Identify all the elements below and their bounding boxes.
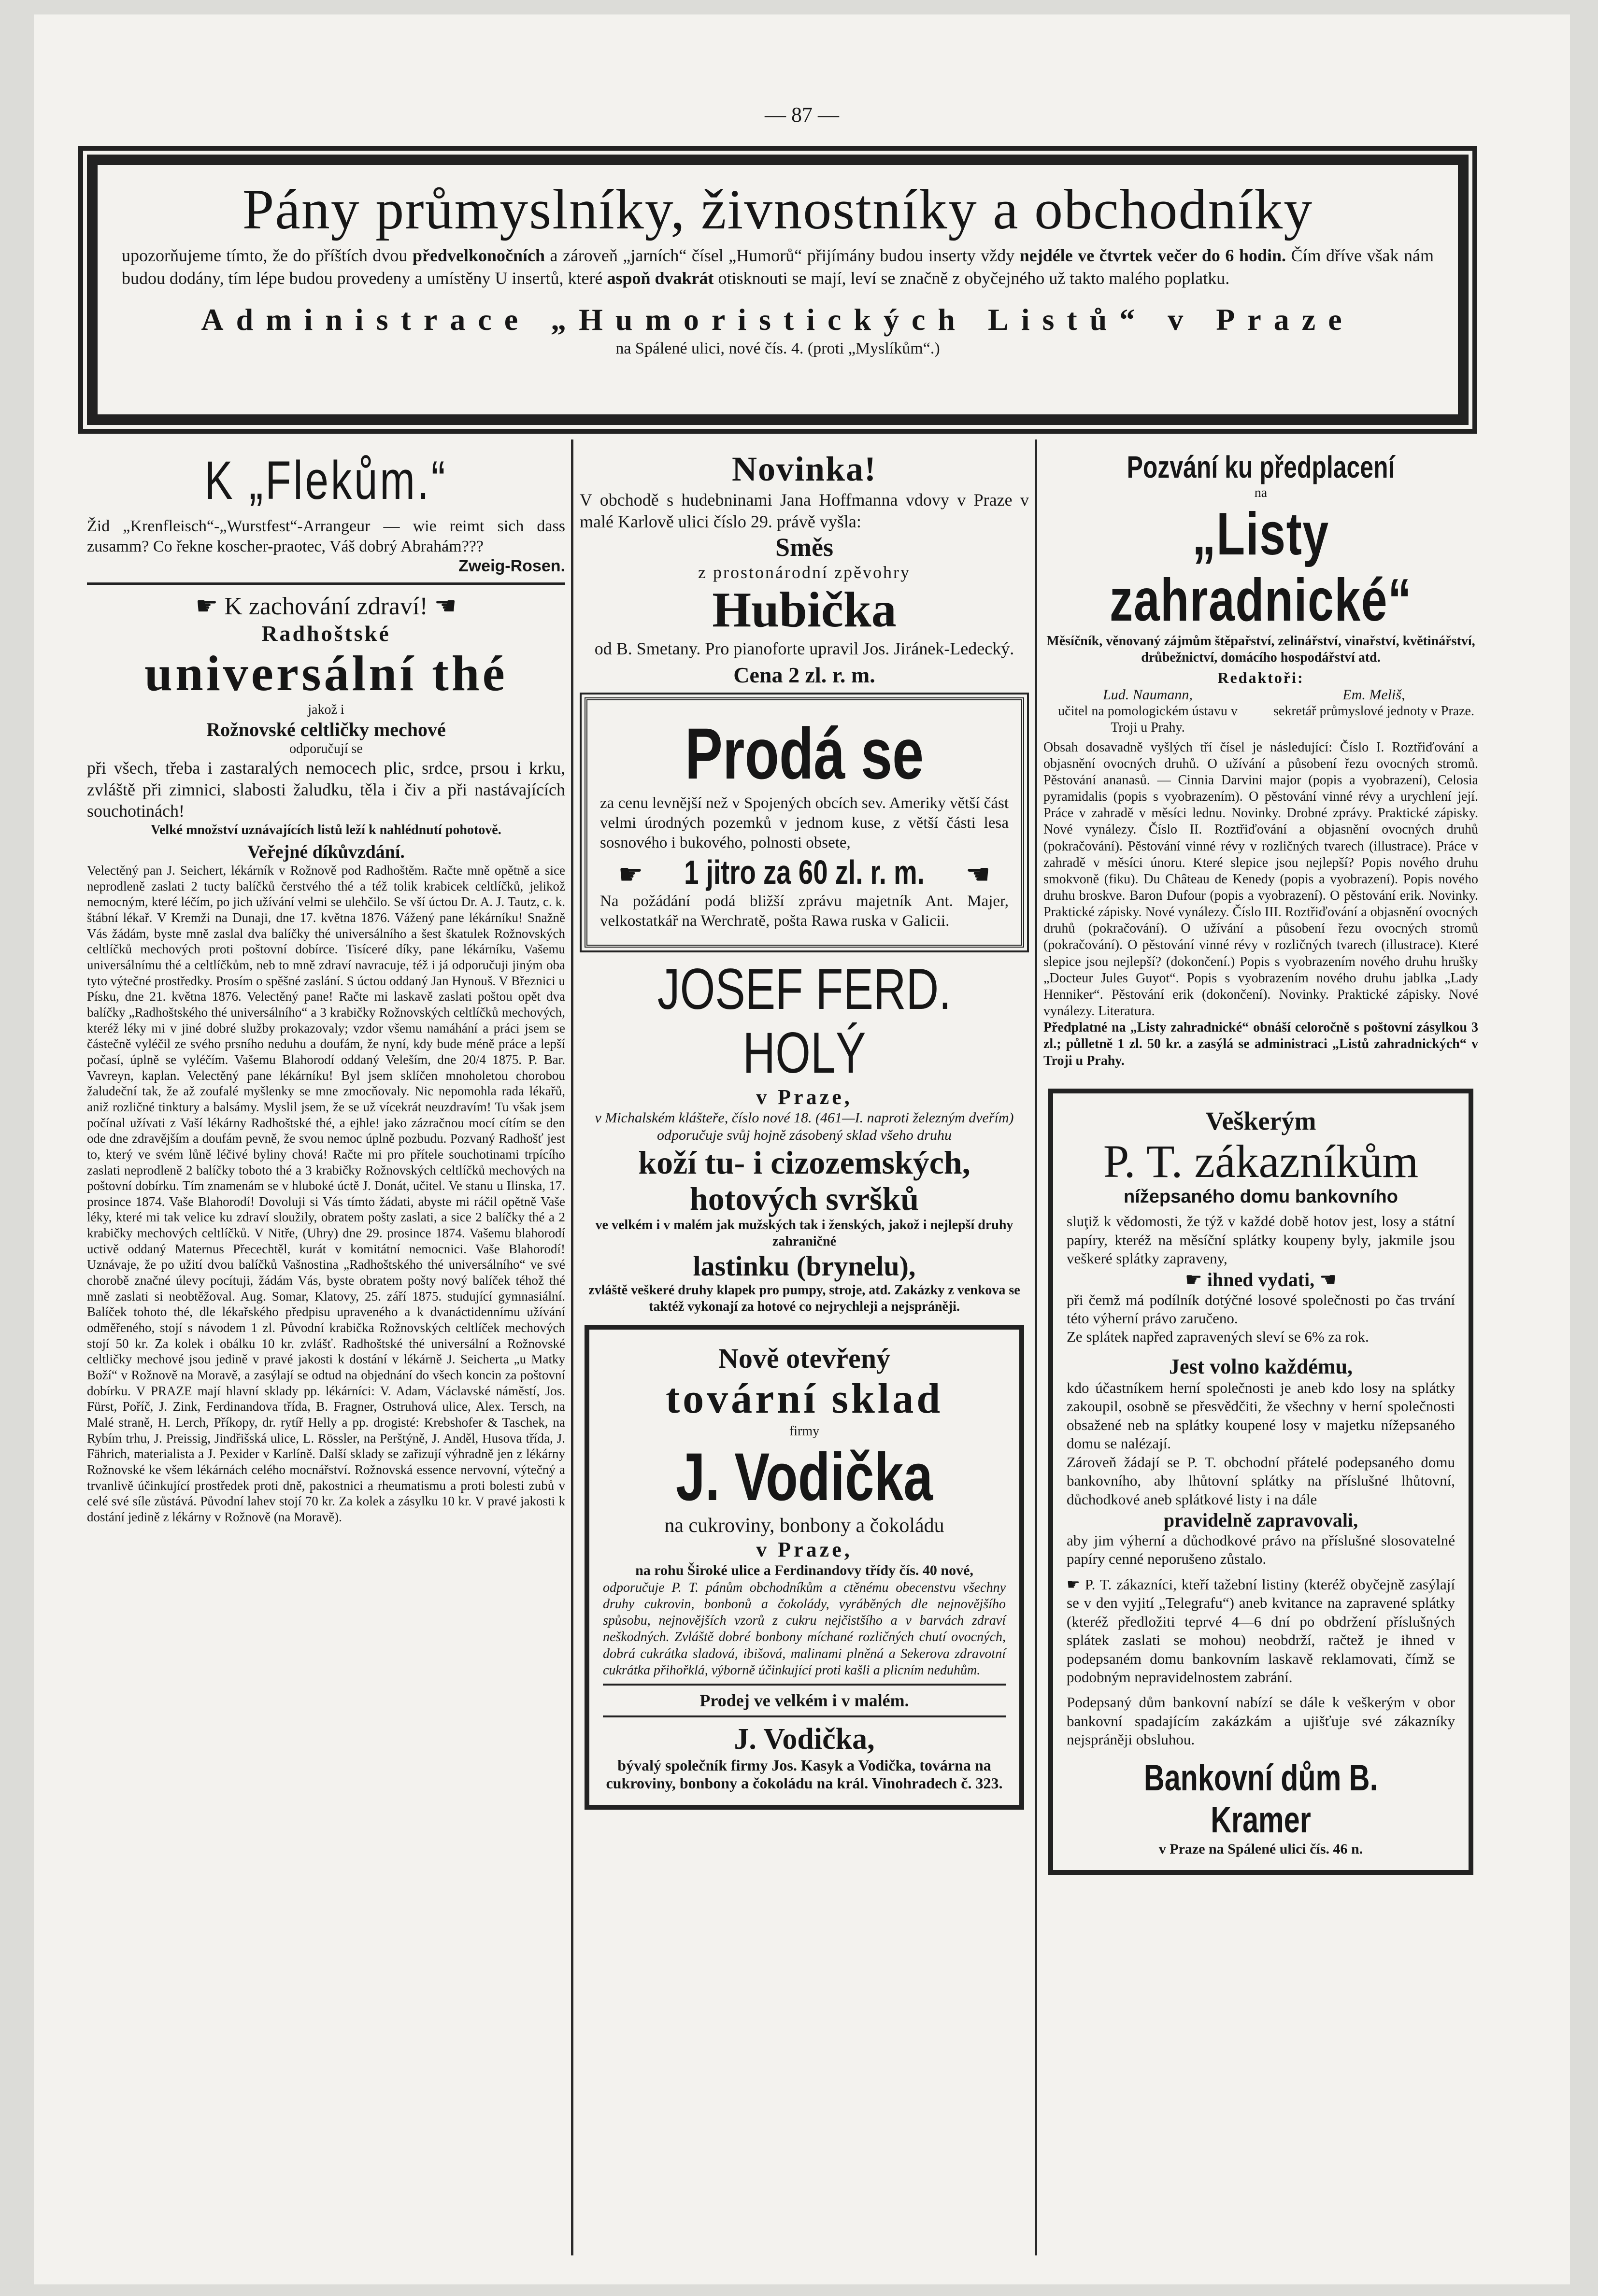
proda-heading: Prodá se bbox=[685, 713, 924, 794]
editor-naumann-role: učitel na pomologickém ústavu v Troji u Prahy. bbox=[1058, 704, 1238, 736]
pointing-hand-icon: ☛ bbox=[195, 592, 218, 621]
editor-melis-role: sekretář průmyslové jednoty v Praze. bbox=[1273, 704, 1474, 719]
z-prostonarodni: z prostonárodní zpěvohry bbox=[698, 563, 911, 582]
firmy: firmy bbox=[789, 1424, 820, 1439]
header-administration: Administrace „Humoristických Listů“ v Praze bbox=[201, 302, 1355, 337]
redaktori: Redaktoři: bbox=[1217, 669, 1304, 687]
lastinku: lastinku (brynelu), bbox=[693, 1250, 916, 1282]
vodicka-product: na cukroviny, bonbony a čokoládu bbox=[664, 1515, 944, 1537]
vodicka-city: v Praze, bbox=[756, 1538, 853, 1562]
holy-address: v Michalském klášteře, číslo nové 18. (461—I. naproti železným dveřím) odporučuje svůj hojně zásobený sklad všeho druhu bbox=[595, 1109, 1014, 1144]
pointing-hand-icon: ☚ bbox=[965, 857, 991, 891]
vodicka-text: odporučuje P. T. pánům obchodníkům a ctěnému obecenstvu všechny druhy cukrovin, bonbonů a čokolády, vyráběných dle nejnovějšího spůsobu, nejnovějších vzorů z cukru nejčistšího a v barvách zdraví neškodných. Zvláště dobré bonbony míchané rozličných chutí ovocných, dobrá cukrátka sladová, ibišová, malinami plněná a Sekerova zdravotní cukrátka přihořklá, výborně účinkující proti kašli a plicním neduhům. bbox=[603, 1580, 1006, 1678]
kramer-ad bbox=[1048, 1089, 1473, 1875]
pozvani-heading: Pozvání ku předplacení bbox=[1127, 450, 1395, 484]
header-title: Pány průmyslníky, živnostníky a obchodníky bbox=[242, 178, 1313, 241]
column-rule-1 bbox=[571, 439, 573, 2255]
pointing-hand-icon: ☚ bbox=[434, 592, 457, 621]
podepsany: Podepsaný dům bankovní nabízí se dále k veškerým v obor bankovní spadajícím zakázkám a ujišťuje své zákazníky nejspráněji obsluhou. bbox=[1067, 1694, 1455, 1748]
pravidelne: pravidelně zapravovali, bbox=[1163, 1509, 1358, 1531]
prodej: Prodej ve velkém i v malém. bbox=[699, 1690, 909, 1710]
divider bbox=[603, 1715, 1006, 1717]
holy-text: ve velkém i v malém jak mužských tak i ženských, jakož i nejlepší druhy zahraničné bbox=[595, 1217, 1013, 1249]
ihned: ihned vydati, bbox=[1207, 1268, 1315, 1290]
indications: při všech, třeba i zastaralých nemocech plic, srdce, prsou i krku, zvláště při zimnici, slabosti žaludku, těla i čiv a při nastávajících souchotinách! bbox=[87, 758, 565, 821]
holy-city: v Praze, bbox=[756, 1085, 853, 1109]
veskerym: Veškerým bbox=[1205, 1106, 1316, 1135]
jakoz: jakož i bbox=[308, 702, 344, 717]
ze-splatek: Ze splátek napřed zapravených sleví se 6% za rok. bbox=[1067, 1328, 1369, 1346]
flek-poem: Žid „Krenfleisch“-„Wurstfest“-Arrangeur — wie reimt sich dass zusamm? Co řekne koscher-praotec, Váš dobrý Abrahám??? bbox=[87, 517, 565, 556]
editor-naumann: Lud. Naumann, bbox=[1103, 687, 1193, 703]
flek-signature: Zweig-Rosen. bbox=[458, 557, 565, 576]
column-1 bbox=[87, 439, 565, 2275]
divider bbox=[87, 582, 565, 585]
zdravi-heading: K zachování zdraví! bbox=[224, 593, 428, 621]
divider bbox=[603, 1684, 1006, 1686]
pointing-hand-icon: ☚ bbox=[1319, 1268, 1337, 1291]
bankovni-dum: Bankovní dům B. Kramer bbox=[1143, 1757, 1378, 1841]
column-2 bbox=[580, 439, 1029, 2275]
novinka-text: V obchodě s hudebninami Jana Hoffmanna vdovy v Praze v malé Karlově ulici číslo 29. právě vyšla: bbox=[580, 490, 1029, 531]
vodicka-name-2: J. Vodička, bbox=[734, 1722, 875, 1756]
holy-note: zvláště veškeré druhy klapek pro pumpy, stroje, atd. Zakázky z venkova se taktéž vykonají za hotové co nejrychleji a nejspráněji. bbox=[588, 1282, 1020, 1315]
flek-title: K „Flekům.“ bbox=[204, 450, 448, 510]
editor-melis: Em. Meliš, bbox=[1342, 687, 1405, 703]
contents: Obsah dosavadně vyšlých tří čísel je následující: Číslo I. Roztřiďování a objasnění ovocných druhů. O užívání a působení řezu ovocných stromů. Pěstování ananasů. — Cinnia Darvini major (popis a vyobrazení), Celosia pyramidalis (popis s vyobrazením). O pěstování vinné révy a urychlení její. Práce v zahradě v měsíci lednu. Novinky. Drobné zprávy. Praktické zápisky. Nové vynálezy. Číslo II. Roztřiďování a objasnění ovocných druhů (pokračování). Pěstování vinné révy v rozličných tvarech (illustrace). Práce v zahradě v měsíci únoru. Které slepice jsou nejlepší? Popis nového druhu smokvoně (fiku). Du Château de Kenedy (popis a vyobrazení). Popis nového druhu broskve. Baron Dufour (popis a vyobrazení). O pěstování erik. Novinky. Praktické zápisky. Nové vynálezy. Číslo III. Roztřiďování a objasnění ovocných druhů (pokračování). O užívání a působení řezu ovocných stromů (pokračování). O pěstování vinné révy v rozličných tvarech (illustrace). Které slepice jsou nejlepší? (dokončení.) Popis s vyobrazením nového druhu hrušky „Docteur Jules Guyot“. Popis s vyobrazením nového druhu jablka „Lady Henniker“. Pěstování erik (dokončení). Novinky. Praktické zápisky. Nové vynálezy. Literatura. bbox=[1043, 739, 1478, 1019]
radhostske: Radhoštské bbox=[261, 621, 391, 646]
na: na bbox=[1254, 485, 1268, 500]
header-address: na Spálené ulici, nové čís. 4. (proti „Myslíkům“.) bbox=[615, 340, 940, 358]
mesicnik: Měsíčník, věnovaný zájmům štěpařství, zelinářství, vinařství, květinářství, drůbežnictví, domácího hospodářství atd. bbox=[1046, 633, 1475, 666]
hubicka-price: Cena 2 zl. r. m. bbox=[733, 663, 875, 688]
jest-volno: Jest volno každému, bbox=[1169, 1354, 1353, 1378]
listy-zahradnicke: „Listy zahradnické“ bbox=[1109, 501, 1413, 634]
aby-jim: aby jim výherní a důchodkové právo na příslušné slosovatelné papíry cenné neporušeno zůstalo. bbox=[1067, 1531, 1455, 1568]
smes: Směs bbox=[775, 533, 833, 562]
pt-zakaznikum: P. T. zákazníkům bbox=[1103, 1135, 1419, 1187]
vodicka-address: na rohu Široké ulice a Ferdinandovy třídy čís. 40 nové, bbox=[635, 1562, 973, 1579]
pointing-hand-icon: ☛ bbox=[1067, 1575, 1080, 1593]
proda-se-ad bbox=[585, 697, 1024, 948]
dikuvzdani-heading: Veřejné díkůvzdání. bbox=[247, 842, 405, 863]
testimonial-letters: Velectěný pan J. Seichert, lékárník v Rožnově pod Radhoštěm. Račte mně opětně a sice neprodleně zaslati 2 tucty balíčků čerstvého thé a též tolik krabicek celtlíčků, jelikož nemocným, které léčím, po jich užívání velmi se ulehčilo. Se vší úctou Dr. A. J. Tautz, c. k. štábní lékař. V Kremži na Dunaji, dne 17. května 1876. Vážený pane lékárníku! Snažně Vás žádám, byste mně zaslal dva balíčky thé universálního a šest škatulek Rožnovských celtlíčků mechových proti poštovní dobírce. Tisíceré díky, pane lékárníku, Vašemu universálnímu thé a celtlíčkům, neb to mně zdraví navracuje, též i já odporučuji jiným oba tyto výtečné prostředky. Prosím o spěšné zaslání. S úctou oddaný Jan Hynouš. V Březnici u Písku, dne 21. května 1876. Velectěný pane! Račte mi laskavě zaslati poštou opět dva balíčky „Radhoštského thé universálního“ a 3 krabičky Rožnovských celtlíčků mechových, kteréž léky mi v jiné dobré služby prokazovaly; vzdor všemu namáhání a práci jsem se částečně vyléčil ze svého prsního neduhu a doufám, že nyní, kdy bude méně práce a lepší počasí, úplně se vyléčím. Vašemu Blahorodí oddaný Veleším, dne 20/4 1875. P. Bar. Vavreyn, kaplan. Velectěný pane lékárníku! Byl jsem sklíčen mnoholetou chorobou žaludeční tak, že až zoufalé myšlenky se mne zmocňovaly. Nic nepomohla rada lékařů, aniž rozličné tinktury a balsámy. Myslil jsem, že se už vícekrát neuzdravím! Tu však jsem počínal užívati z Vaší lékárny Radhoštské thé, a ejhle! jako zázračnou mocí cítím se den ode dne zdravějším a doufám pevně, že svou nemoc úplně pozbudu. Pozvaný Radhošť jest to, který ve svém lůně léčivé byliny chová! Račte mi pro přítele souchotinami trpícího zaslati neprodleně 2 balíčky toboto thé a 3 krabičky Rožnovských celtlíčků mechových na poštovní dobírku. Tím znamenám se v hluboké úctě J. Donát, učitel. Ve stanu u Ilinska, 17. prosince 1874. Vaše Blahorodí! Dovoluji si Vás tímto žádati, abyste mi ráčil opětně Vaše léky, které mi tak velice ku zdraví sloužily, obratem pošty zaslati, a sice 2 balíčky thé a 2 krabičky mechových celtlíčků. V Nitře, (Uhry) dne 29. prosince 1874. Vašemu blahorodí uctivě oddaný Maternus Přecechtěl, kurát v komitátní nemocnici. Vaše Blahorodí! Uznávaje, že po užití dvou balíčků Vašnostina „Radhoštského thé universálního“ ve své chorobě značné úlevy pocítuji, žádám Vás, byste obratem pošty nový balíček téhož thé mně zaslati si neobtěžoval. Aug. Somar, Klatovy, 25. září 1875. studující gymnasiální. Balíček tohoto thé, dle lékařského předpisu upraveného a k dvanáctidennímu užívání odměřeného, stojí s návodem 1 zl. Původní krabička Rožnovských celtlíček mechových stojí 50 kr. Za kolek i obálku 10 kr. zvlášť. Radhoštské thé universální a Rožnovské celtličky mechové jsou jedině v pravé jakosti k dostání v lékárně J. Seicherta „u Matky Boží“ v Rožnově na Moravě, a zasýlají se odtud na objednání do všech koncin za poštovní dobírku. V PRAZE mají hlavní sklady pp. lékárníci: V. Adam, Václavské náměstí, Jos. Fürst, Poříč, J. Zink, Ferdinandova třída, B. Fragner, Ostruhová ulice, Alex. Tersch, na Malé straně, H. Lerch, Příkopy, dr. rytíř Helly a pp. drogisté: Krebshofer & Taschek, na Rybím trhu, J. Preissig, Jindřišská ulice, L. Rössler, na Perštýně, J. Anděl, Husova třída, J. Fährich, materialista a J. Pexider v Karlíně. Další sklady se zařizují výhradně jen z lékárny Rožnovské ke všem lékárnách celého mocnářství. Rožnovská essence nervovní, výtečný a trvanlivě účinkující prostředek proti dně, pakostnici a rheumatismu a proti bolesti zubů v celé své síle zůstává. Původní lahev stojí 70 kr. Za kolek a zásylku 10 kr. V pravé jakosti k dostání jedině z lékárny v Rožnově (na Moravě). bbox=[87, 863, 565, 1524]
editors bbox=[1043, 687, 1478, 736]
kdo: kdo účastníkem herní společnosti je aneb kdo losy na splátky zakoupil, osobně se přesvědčiti, že všechny v herní společnosti obsažené neb na splátky koupené losy v majetku nížepsaného domu se nalézají. bbox=[1067, 1379, 1455, 1452]
tovarni-sklad: tovární sklad bbox=[665, 1375, 943, 1423]
universal-the: universální thé bbox=[144, 646, 508, 702]
vodicka-former: bývalý společník firmy Jos. Kasyk a Vodička, továrna na cukroviny, bonbony a čokoládu na král. Vinohradech č. 323. bbox=[606, 1756, 1003, 1792]
pt-zakaznici: P. T. zákazníci, kteří tažební listiny (kteréž obyčejně zasýlají se v den vyjití „Telegrafu“) aneb kvitance na zapravené splátky (kteréž předložiti teprvé 4—6 dní po obdržení příslušných splátek zaslati se mohou) neobdrží, račtež je ihned v podepsaném domu bankovním laskavě reklamovati, čímž se podobným nepravidelnostem zabrání. bbox=[1067, 1575, 1455, 1686]
hubicka-author: od B. Smetany. Pro pianoforte upravil Jos. Jiránek-Ledecký. bbox=[594, 638, 1014, 658]
roznovske-celtlicky: Rožnovské celtličky mechové bbox=[206, 718, 446, 740]
nizepsaneho: nížepsaného domu bankovního bbox=[1124, 1187, 1398, 1207]
header-banner bbox=[87, 155, 1469, 425]
nove-oteveny: Nově otevřený bbox=[718, 1343, 890, 1375]
testimonials-note: Velké množství uznávajících listů leží k nahlédnutí pohotově. bbox=[151, 822, 501, 837]
holy-title: JOSEF FERD. HOLÝ bbox=[657, 956, 952, 1085]
column-rule-2 bbox=[1035, 439, 1037, 2255]
proda-contact: Na požádání podá bližší zprávu majetník Ant. Majer, velkostatkář na Werchratě, pošta Rawa ruska v Galicii. bbox=[600, 892, 1009, 930]
page-number: — 87 — bbox=[765, 103, 839, 127]
novinka-heading: Novinka! bbox=[731, 450, 877, 488]
hubicka-title: Hubička bbox=[712, 582, 897, 638]
hotovych-svrsku: hotových svršků bbox=[689, 1180, 919, 1217]
sluzim: sluţiž k vědomosti, že týž v každé době hotov jest, losy a státní papíry, kteréž na měsíční splátky koupeny byly, jakmile jsou veškeré splátky zapraveny, bbox=[1067, 1213, 1455, 1267]
newspaper-page bbox=[34, 14, 1570, 2284]
column-3 bbox=[1043, 439, 1478, 2275]
odporucuji: odporučují se bbox=[289, 741, 363, 756]
pointing-hand-icon: ☛ bbox=[1184, 1268, 1202, 1291]
jitro-price: 1 jitro za 60 zl. r. m. bbox=[684, 853, 925, 891]
zaroven: Zároveň žádají se P. T. obchodní přátelé podepsaného domu bankovního, aby lhůtovní splátky na příslušné lhůtovní, důchodkové aneb splátkové listy i na dále bbox=[1067, 1453, 1455, 1508]
pointing-hand-icon: ☛ bbox=[618, 857, 643, 891]
proda-text: za cenu levnější než v Spojených obcích sev. Ameriky větší část velmi úrodných pozemků v jednom kuse, z větší části lesa sosnového i bukového, polnosti obsete, bbox=[600, 794, 1009, 852]
kozi: koží tu- i cizozemských, bbox=[638, 1144, 970, 1181]
subscription: Předplatné na „Listy zahradnické“ obnáší celoročně s poštovní zásylkou 3 zl.; půlletně 1 zl. 50 kr. a zasýlá se administraci „Listů zahradnických“ v Troji u Prahy. bbox=[1043, 1020, 1478, 1068]
vodicka-ad bbox=[585, 1325, 1024, 1810]
header-body: upozorňujeme tímto, že do příštích dvou předvelkonočních a zároveň „jarních“ čísel „Humorů“ přijímány budou inserty vždy nejdéle ve čtvrtek večer do 6 hodin. Čím dříve však nám budou dodány, tím lépe budou provedeny a umístěny U insertů, které aspoň dvakrát otisknouti se mají, leví se značně z obyčejného už takto malého poplatku. bbox=[122, 245, 1434, 288]
kramer-address: v Praze na Spálené ulici čís. 46 n. bbox=[1158, 1841, 1363, 1857]
vodicka-name: J. Vodička bbox=[675, 1439, 933, 1515]
pri-cemz: při čemž má podílník dotýčné losové společnosti po čas trvání této výherní právo zaručeno. bbox=[1067, 1291, 1455, 1327]
